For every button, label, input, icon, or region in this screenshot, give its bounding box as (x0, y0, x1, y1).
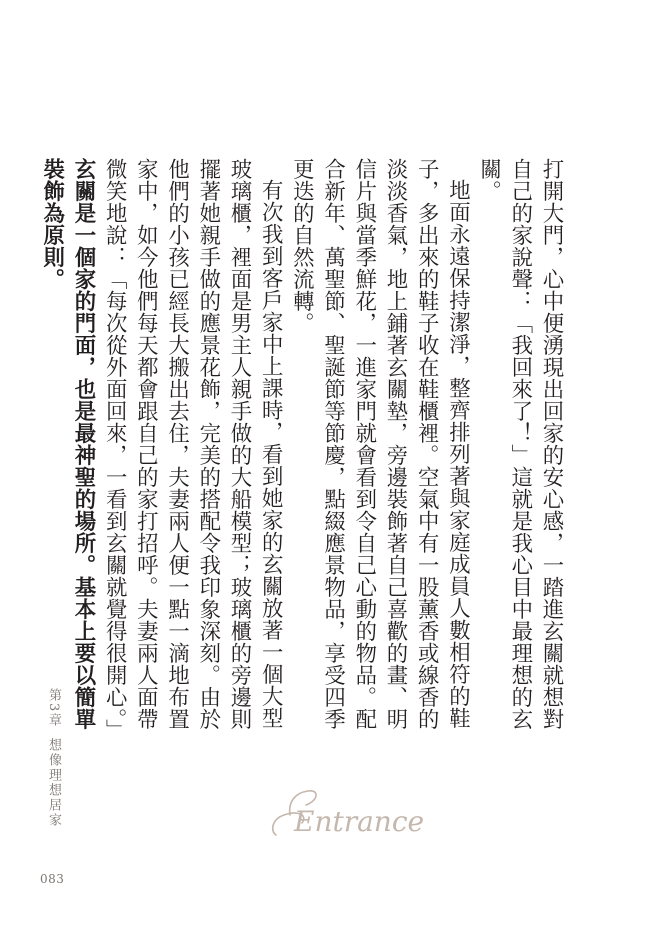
paragraph-1: 打開大門，心中便湧現出回家的安心感，一踏進玄關就想對自己的家說聲：「我回來了！」這就是我心目中最理想的玄關。 (476, 158, 564, 730)
paragraph-4-bold: 玄關是一個家的門面，也是最神聖的場所。基本上要以簡單裝飾為原則。 (39, 158, 96, 730)
paragraph-3: 有次我到客戶家中上課時，看到她家的玄關放著一個大型玻璃櫃，裡面是男主人親手做的大船模型；玻璃櫃的旁邊則擺著她親手做的應景花飾，完美的搭配令我印象深刻。由於他們的小孩已經長大搬出去住，夫妻兩人便一點一滴地布置家中，如今他們每天都會跟自己的家打招呼。夫妻兩人面帶微笑地說：「每次從外面回來，一看到玄關就覺得很開心。」 (102, 158, 284, 742)
page-number: 083 (40, 872, 65, 886)
entrance-word: Entrance (294, 805, 425, 838)
entrance-script-art (268, 785, 425, 843)
chapter-title: 想像理想居家 (46, 738, 61, 829)
chapter-sidebar (44, 688, 63, 828)
paragraph-2: 地面永遠保持潔淨，整齊排列著與家庭成員人數相符的鞋子，多出來的鞋子收在鞋櫃裡。空氣中有一股薰香或線香的淡淡香氣，地上鋪著玄關墊，旁邊裝飾著自己喜歡的畫、明信片與當季鮮花，一進家門就會看到令自己心動的物品。配合新年、萬聖節、聖誕節等節慶，點綴應景物品，享受四季更迭的自然流轉。 (289, 158, 471, 730)
chapter-label: 第3章 (46, 688, 61, 729)
body-text (37, 158, 567, 742)
entrance-decoration (268, 785, 425, 843)
